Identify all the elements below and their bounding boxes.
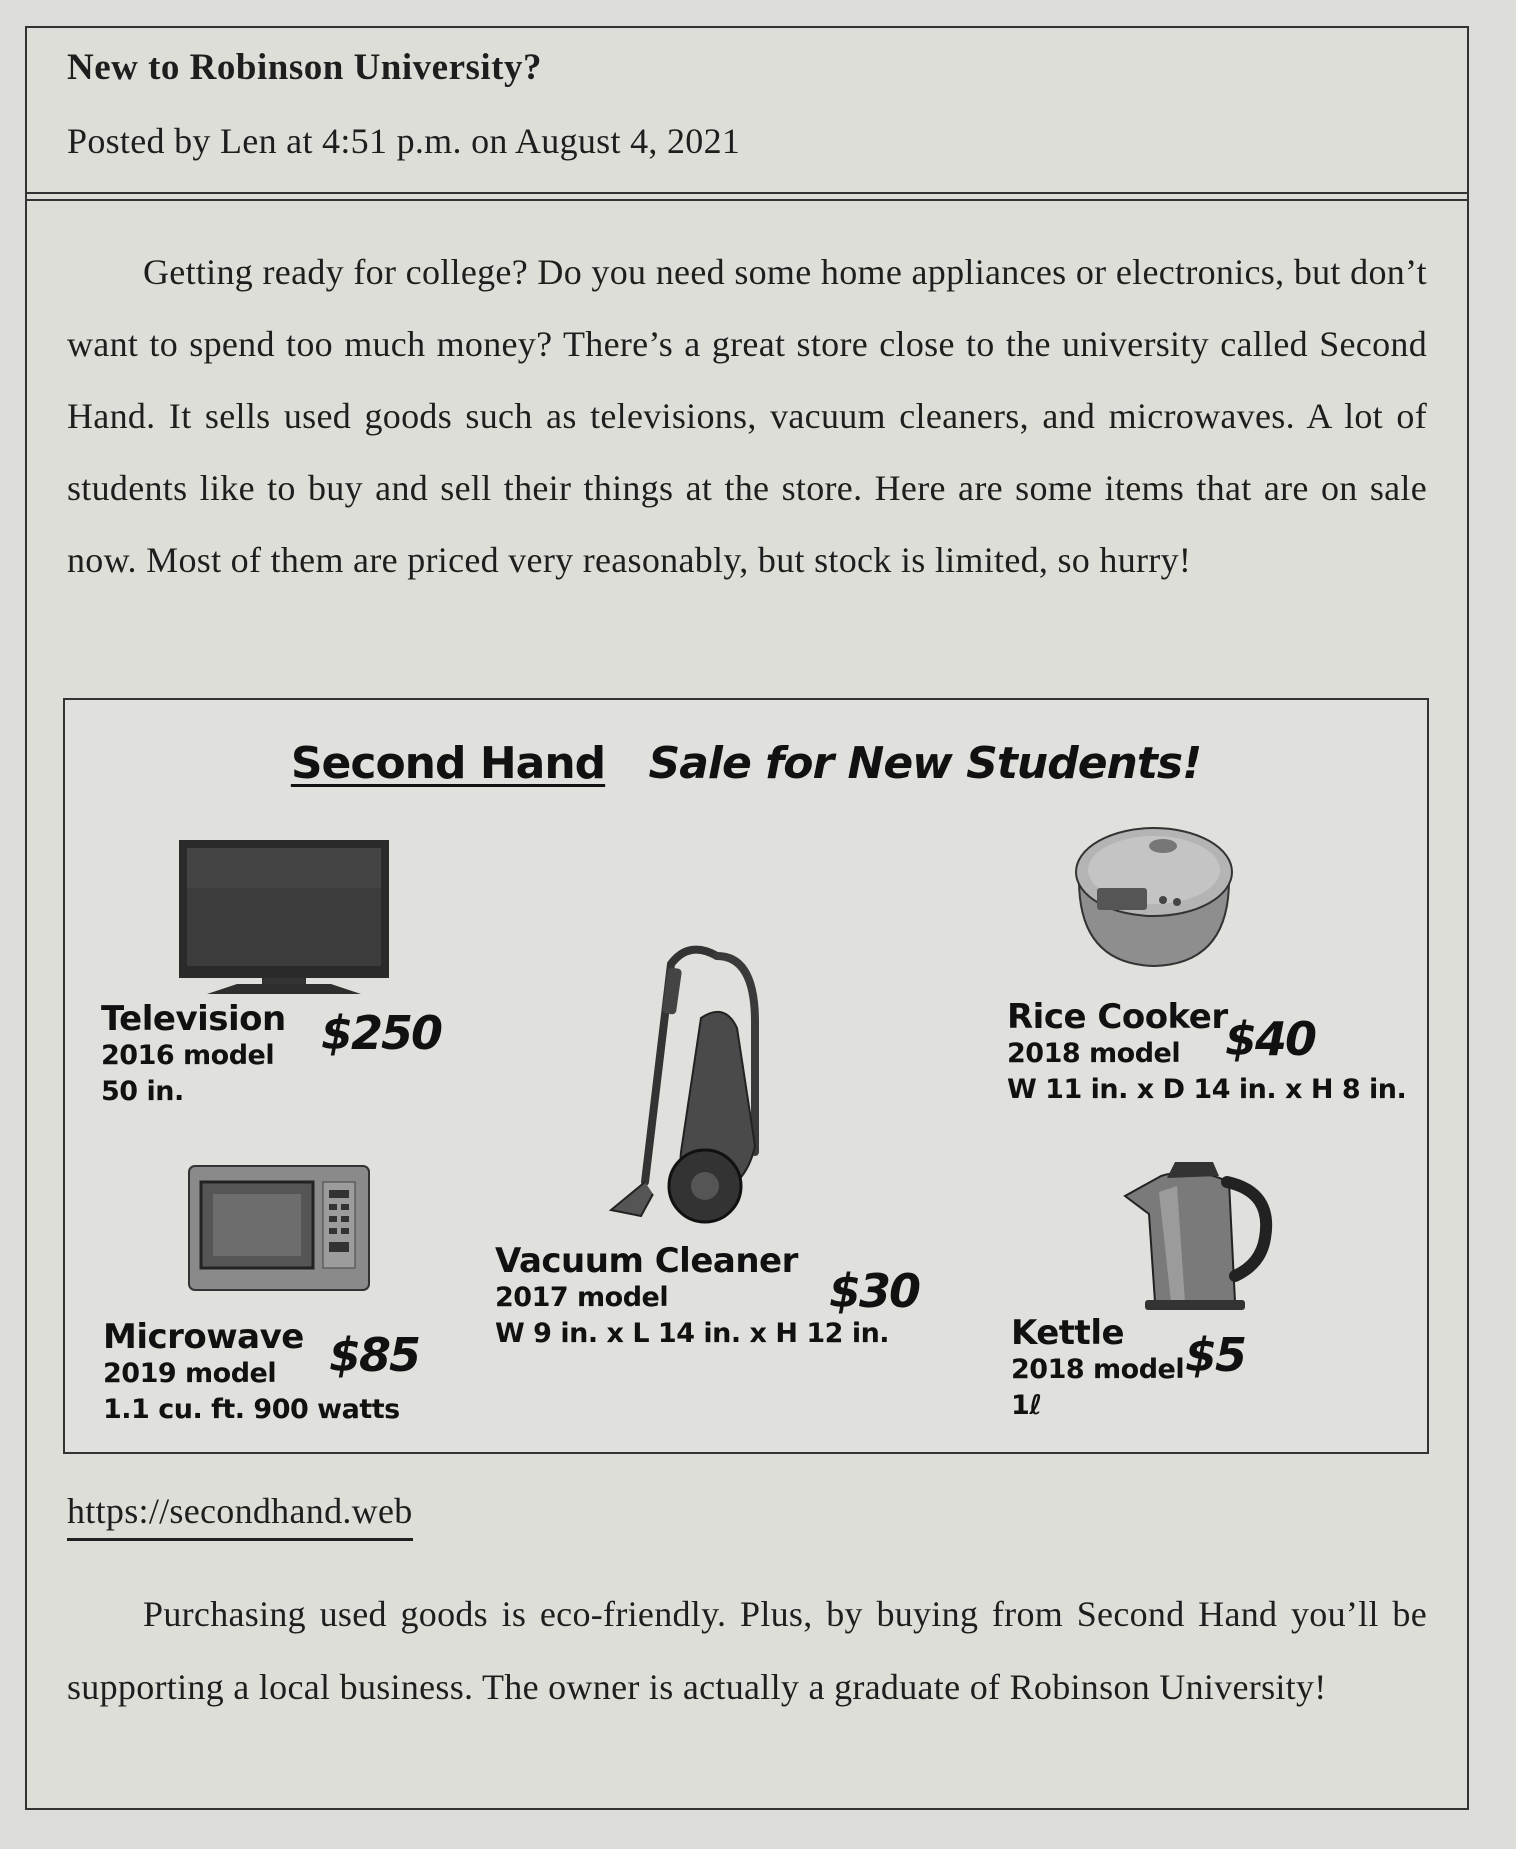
item-name: Rice Cooker xyxy=(1007,997,1228,1037)
item-spec: 2018 model xyxy=(1011,1354,1185,1385)
item-price: $250 xyxy=(321,1006,442,1060)
item-name: Television xyxy=(101,999,286,1039)
item-name: Microwave xyxy=(103,1317,304,1357)
item-price: $85 xyxy=(329,1328,420,1382)
item-television xyxy=(101,1000,286,1110)
item-price: $30 xyxy=(829,1264,920,1318)
item-spec: W 9 in. x L 14 in. x H 12 in. xyxy=(495,1318,890,1349)
item-spec: 2018 model xyxy=(1007,1038,1181,1069)
ad-slogan: Sale for New Students! xyxy=(648,738,1202,789)
item-spec: W 11 in. x D 14 in. x H 8 in. xyxy=(1007,1074,1407,1105)
store-link[interactable]: https://secondhand.web xyxy=(67,1490,413,1541)
store-advertisement xyxy=(63,698,1429,1454)
item-spec: 2019 model xyxy=(103,1358,277,1389)
blog-post xyxy=(25,26,1469,1810)
header-divider xyxy=(27,192,1467,201)
post-header xyxy=(27,28,1467,198)
item-price: $40 xyxy=(1225,1012,1316,1066)
item-spec: 1.1 cu. ft. 900 watts xyxy=(103,1394,400,1425)
item-spec: 1ℓ xyxy=(1011,1390,1042,1421)
post-meta: Posted by Len at 4:51 p.m. on August 4, 2021 xyxy=(67,121,741,161)
item-spec: 50 in. xyxy=(101,1076,184,1107)
ad-title xyxy=(65,738,1427,789)
item-name: Vacuum Cleaner xyxy=(495,1241,798,1281)
kettle-icon xyxy=(1115,1152,1275,1312)
television-icon xyxy=(177,838,391,996)
microwave-icon xyxy=(187,1164,371,1294)
item-spec: 2017 model xyxy=(495,1282,669,1313)
vacuum-cleaner-icon xyxy=(605,932,775,1226)
post-title: New to Robinson University? xyxy=(67,47,542,88)
item-name: Kettle xyxy=(1011,1313,1125,1353)
item-spec: 2016 model xyxy=(101,1040,275,1071)
item-kettle xyxy=(1011,1314,1184,1424)
item-price: $5 xyxy=(1185,1328,1246,1382)
closing-paragraph: Purchasing used goods is eco-friendly. Plus, by buying from Second Hand you’ll be supporting a local business. The owner is actually a graduate of Robinson University! xyxy=(67,1594,1427,1707)
item-rice-cooker xyxy=(1007,998,1406,1108)
rice-cooker-icon xyxy=(1071,820,1237,970)
ad-store-name: Second Hand xyxy=(290,738,606,789)
post-body: Getting ready for college? Do you need some home appliances or electronics, but don’t want to spend too much money? There’s a great store close to the university called Second Hand. It sells used goods such as televisions, vacuum cleaners, and microwaves. A lot of students like to buy and sell their things at the store. Here are some items that are on sale now. Most of them are priced very reasonably, but stock is limited, so hurry! xyxy=(67,252,1427,580)
